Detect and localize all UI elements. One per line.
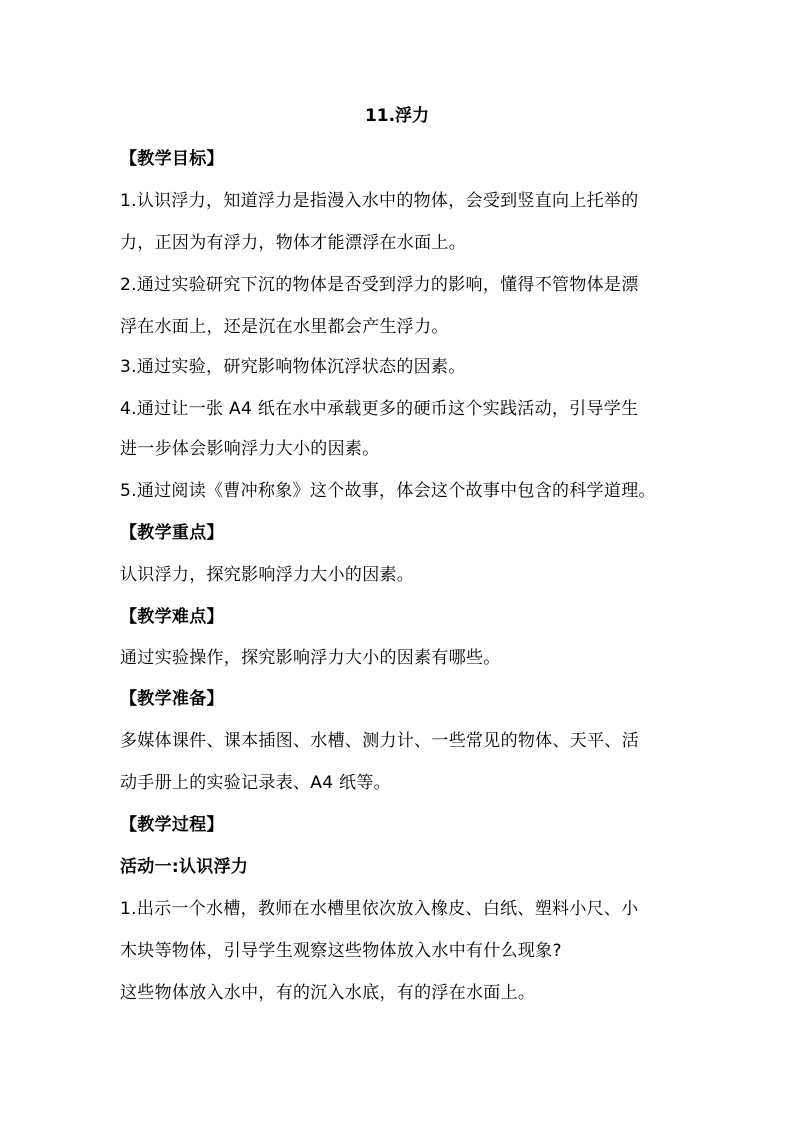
activity1-line-2: 木块等物体，引导学生观察这些物体放入水中有什么现象? [120, 941, 562, 961]
preparation-line-2: 动手册上的实验记录表、A4 纸等。 [120, 773, 391, 793]
preparation-line-1: 多媒体课件、课本插图、水槽、测力计、一些常见的物体、天平、活 [120, 731, 639, 751]
activity1-line-3: 这些物体放入水中，有的沉入水底，有的浮在水面上。 [120, 983, 536, 1003]
objective-line-8: 5.通过阅读《曹冲称象》这个故事，体会这个故事中包含的科学道理。 [120, 481, 656, 501]
objective-line-7: 进一步体会影响浮力大小的因素。 [120, 439, 380, 459]
objective-line-3: 2.通过实验研究下沉的物体是否受到浮力的影响，懂得不管物体是漂 [120, 275, 639, 295]
objective-line-1: 1.认识浮力，知道浮力是指漫入水中的物体，会受到竖直向上托举的 [120, 191, 639, 211]
objective-line-4: 浮在水面上，还是沉在水里都会产生浮力。 [120, 317, 449, 337]
difficulties-text: 通过实验操作，探究影响浮力大小的因素有哪些。 [120, 648, 501, 668]
difficulties-heading: 【教学难点】 [120, 607, 224, 627]
page-title: 11.浮力 [364, 106, 430, 126]
objectives-heading: 【教学目标】 [120, 149, 224, 169]
objective-line-6: 4.通过让一张 A4 纸在水中承载更多的硬币这个实践活动，引导学生 [120, 399, 639, 419]
process-heading: 【教学过程】 [120, 815, 224, 835]
objective-line-2: 力，正因为有浮力，物体才能漂浮在水面上。 [120, 233, 466, 253]
key-points-text: 认识浮力，探究影响浮力大小的因素。 [120, 565, 415, 585]
preparation-heading: 【教学准备】 [120, 689, 224, 709]
objective-line-5: 3.通过实验，研究影响物体沉浮状态的因素。 [120, 357, 466, 377]
key-points-heading: 【教学重点】 [120, 523, 224, 543]
activity1-line-1: 1.出示一个水槽，教师在水槽里依次放入橡皮、白纸、塑料小尺、小 [120, 899, 639, 919]
activity1-heading: 活动一:认识浮力 [120, 857, 249, 877]
